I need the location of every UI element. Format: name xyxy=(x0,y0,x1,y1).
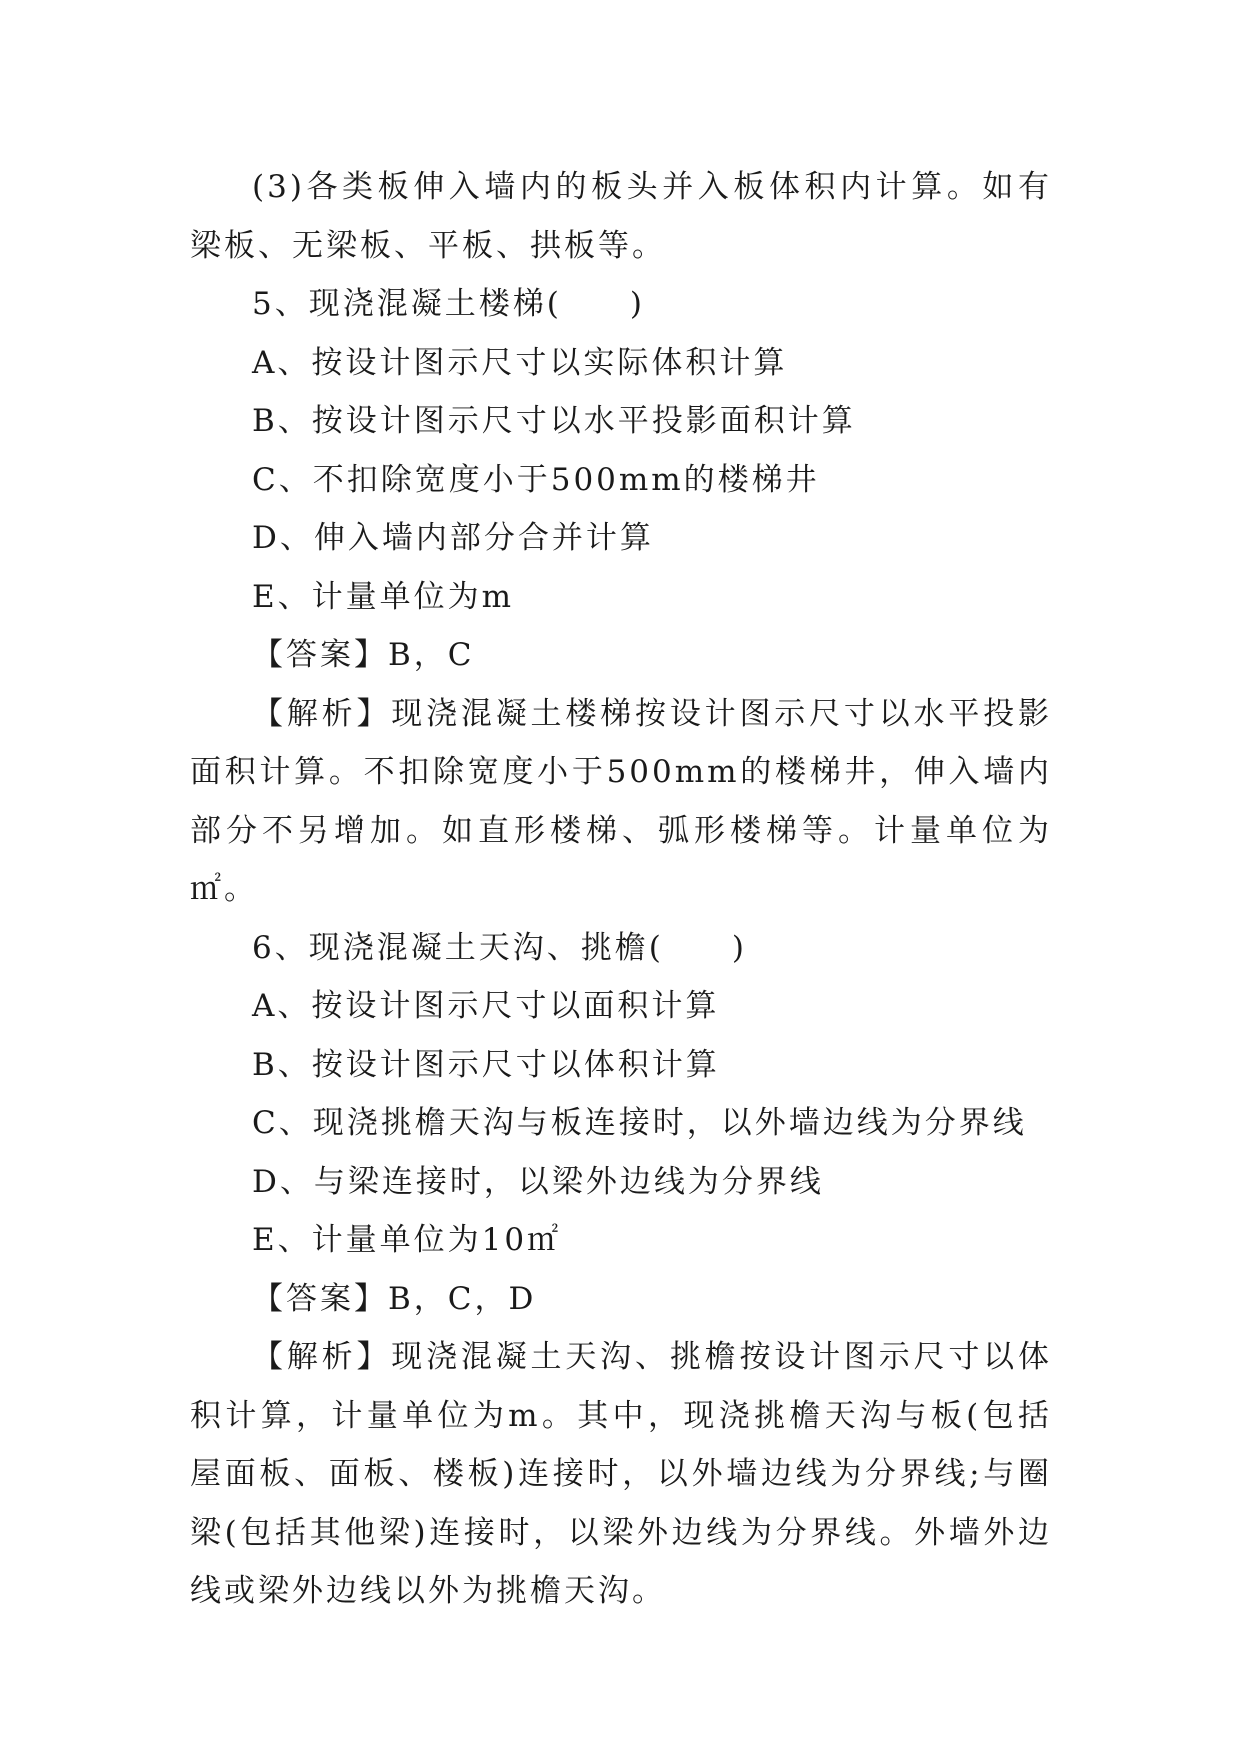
question-6-option-d: D、与梁连接时，以梁外边线为分界线 xyxy=(252,1163,824,1200)
question-5-option-a: A、按设计图示尺寸以实际体积计算 xyxy=(252,344,788,381)
question-5-option-b: B、按设计图示尺寸以水平投影面积计算 xyxy=(252,403,856,439)
question-5-answer: 【答案】B，C xyxy=(252,637,475,673)
question-6-analysis: 【解析】现浇混凝土天沟、挑檐按设计图示尺寸以体积计算，计量单位为m。其中，现浇挑檐天沟与板(包括屋面板、面板、楼板)连接时，以外墙边线为分界线;与圈梁(包括其他梁)连接时，以梁外边线为分界线。外墙外边线或梁外边线以外为挑檐天沟。 xyxy=(190,1339,1052,1609)
question-5-option-e: E、计量单位为m xyxy=(252,578,515,615)
document-body xyxy=(190,158,1052,1621)
note-paragraph-3: (3)各类板伸入墙内的板头并入板体积内计算。如有梁板、无梁板、平板、拱板等。 xyxy=(190,169,1052,264)
question-5-option-d: D、伸入墙内部分合并计算 xyxy=(252,520,654,556)
question-6-answer: 【答案】B，C，D xyxy=(252,1280,537,1317)
question-6-option-c: C、现浇挑檐天沟与板连接时，以外墙边线为分界线 xyxy=(252,1105,1027,1141)
question-5-analysis: 【解析】现浇混凝土楼梯按设计图示尺寸以水平投影面积计算。不扣除宽度小于500mm的楼梯井，伸入墙内部分不另增加。如直形楼梯、弧形楼梯等。计量单位为㎡。 xyxy=(190,695,1052,907)
question-6-option-b: B、按设计图示尺寸以体积计算 xyxy=(252,1046,720,1083)
question-5-stem: 5、现浇混凝土楼梯( ) xyxy=(252,286,645,322)
question-5-option-c: C、不扣除宽度小于500mm的楼梯井 xyxy=(252,461,820,498)
question-6-option-a: A、按设计图示尺寸以面积计算 xyxy=(252,988,720,1024)
question-6-option-e: E、计量单位为10㎡ xyxy=(252,1222,562,1258)
question-6-stem: 6、现浇混凝土天沟、挑檐( ) xyxy=(252,929,747,966)
